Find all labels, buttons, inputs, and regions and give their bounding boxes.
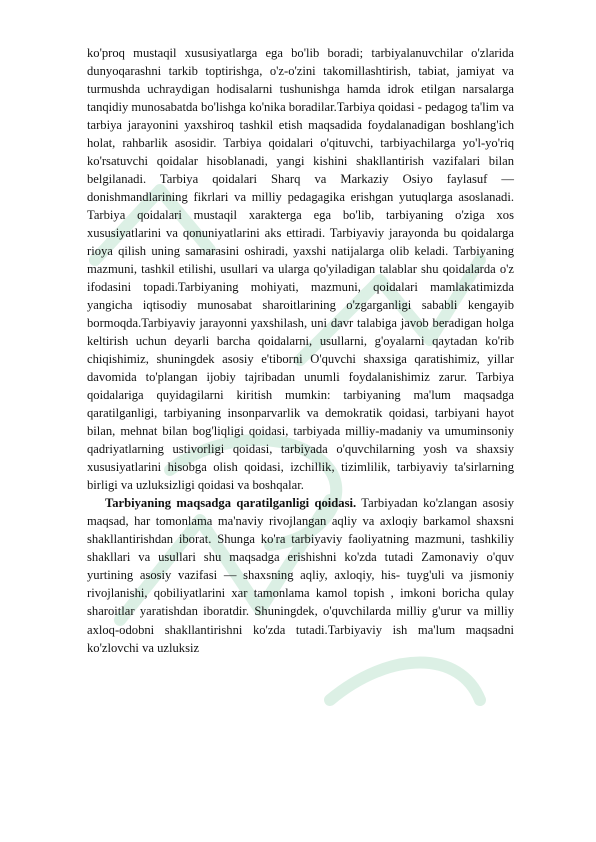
document-body (87, 44, 514, 657)
section-heading: Tarbiyaning maqsadga qaratilganligi qoidasi. (105, 496, 357, 511)
section-paragraph (87, 494, 514, 656)
section-body-text: Tarbiyadan ko'zlangan asosiy maqsad, har tomonlama ma'naviy rivojlangan aqliy va axloqiy barkamol shaxsni shakllantirishdan iborat. Shunga ko'ra tarbiyaviy faoliyatning mazmuni, tashkiliy shakllari va usullari shu maqsadga erishishni ko'zda tutadi Zamonaviy o'quv yurtining asosiy vazifasi — shaxsning aqliy, axloqiy, his- tuyg'uli va jismoniy rivojlanishi, qobiliyatlarini xar tamonlama kamol topish , imkoni boricha qulay sharoitlar yaratishdan iboratdir. Shuningdek, o'quvchilarda milliy g'urur va milliy axloq-odobni shakllantirishni ko'zda tutadi.Tarbiyaviy ish ma'lum maqsadni ko'zlovchi va uzluksiz (87, 496, 515, 655)
body-paragraph: ko'proq mustaqil xususiyatlarga ega bo'lib boradi; tarbiyalanuvchilar o'zlarida dunyoqarashni tarkib toptirishga, o'z-o'zini takomillashtirish, tabiat, jamiyat va turmushda uchraydigan hodisalarni tushunishga hamda idrok etilgan narsalarga tanqidiy munosabatda bo'lishga ko'nika boradilar.Tarbiya qoidasi - pedagog ta'lim va tarbiya jarayonini yaxshiroq tashkil etish maqsadida foydalanadigan boshlang'ich holat, rahbarlik asosidir. Tarbiya qoidalari o'qituvchi, tarbiyachilarga yo'l-yo'riq ko'rsatuvchi qoidalar hisoblanadi, yangi kishini shakllantirish vazifalari bilan belgilanadi. Tarbiya qoidalari Sharq va Markaziy Osiyo faylasuf — donishmandlarining fikrlari va milliy pedagagika erishgan yutuqlarga asoslanadi. Tarbiya qoidalari mustaqil xarakterga ega bo'lib, tarbiyaning o'ziga xos xususiyatlarini va qonuniyatlarini aks ettiradi. Tarbiyaviy jarayonda bu qoidalarga rioya qilish uning samarasini oshiradi, yaxshi natijalarga olib keladi. Tarbiyaning mazmuni, tashkil etilishi, usullari va ularga qo'yiladigan talablar shu qoidalarda o'z ifodasini topadi.Tarbiyaning mohiyati, mazmuni, qoidalari mamlakatimizda yangicha iqtisodiy munosabat sharoitlarining o'zgarganligi sababli kengayib bormoqda.Tarbiyaviy jarayonni yaxshilash, uni davr talabiga javob beradigan holga keltirish uchun deyarli barcha qoidalarni, usullarni, g'oyalarni qaytadan ko'rib chiqishimiz, shuningdek asosiy e'tiborni O'quvchi shaxsiga qaratishimiz, yillar davomida to'plangan ijobiy tajribadan unumli foydalanishimiz zarur. Tarbiya qoidalariga quyidagilarni kiritish mumkin: tarbiyaning ma'lum maqsadga qaratilganligi, tarbiyaning insonparvarlik va demokratik qoidasi, tarbiyani hayot bilan, mehnat bilan bog'liqligi qoidasi, tarbiyada milliy-madaniy va umuminsoniy qadriyatlarning ustivorligi qoidasi, tarbiyada o'quvchilarning yosh va shaxsiy xususiyatlarini hisobga olish qoidasi, izchillik, tizimlilik, tarbiyaviy ta'sirlarning birligi va uzluksizligi qoidasi va boshqalar. (87, 46, 515, 493)
